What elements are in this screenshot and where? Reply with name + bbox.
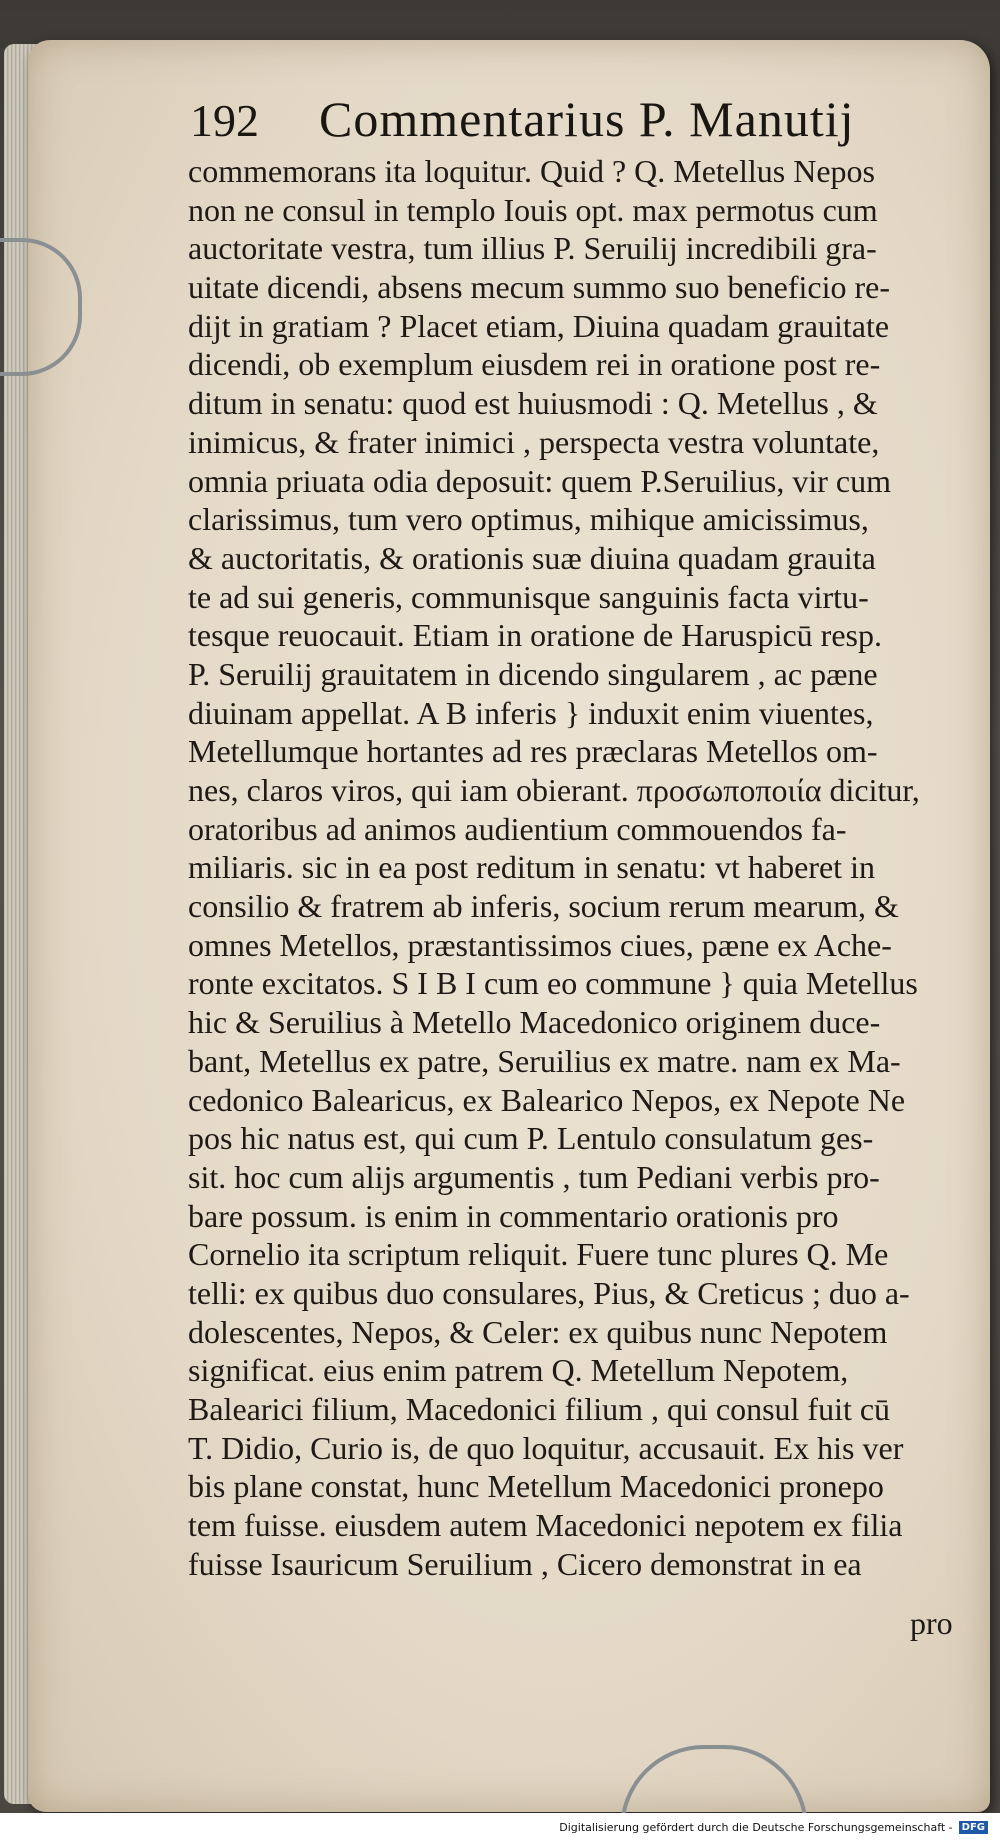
page-number: 192 [190,95,259,146]
text-line: cedonico Balearicus, ex Balearico Nepos, ex Nepote Ne [188,1081,906,1118]
text-line: auctoritate vestra, tum illius P. Seruilij incredibili gra- [188,230,877,267]
text-line: tem fuisse. eiusdem autem Macedonici nepotem ex filia [188,1507,903,1544]
text-line: T. Didio, Curio is, de quo loquitur, accusauit. Ex his ver [188,1429,904,1466]
catchword: pro [910,1605,953,1641]
text-line: dolescentes, Nepos, & Celer: ex quibus nunc Nepotem [188,1313,888,1350]
text-line: uitate dicendi, absens mecum summo suo beneficio re- [188,269,891,306]
text-line: bare possum. is enim in commentario orationis pro [188,1197,839,1234]
text-line: sit. hoc cum alijs argumentis , tum Pediani verbis pro- [188,1158,880,1195]
text-line: fuisse Isauricum Seruilium , Cicero demonstrat in ea [188,1545,862,1582]
text-line: omnes Metellos, præstantissimos ciues, pæne ex Ache- [188,926,892,963]
text-line: miliaris. sic in ea post reditum in senatu: vt haberet in [188,849,875,886]
text-line: consilio & fratrem ab inferis, socium rerum mearum, & [188,888,899,925]
text-line: ditum in senatu: quod est huiusmodi : Q. Metellus , & [188,385,878,422]
text-line: Balearici filium, Macedonici filium , qui consul fuit cū [188,1391,891,1427]
dfg-logo: DFG [959,1821,988,1834]
text-line: dijt in gratiam ? Placet etiam, Diuina quadam grauitate [188,307,890,344]
text-line: pos hic natus est, qui cum P. Lentulo consulatum ges- [188,1120,874,1157]
running-head [190,90,930,150]
text-line: hic & Seruilius à Metello Macedonico originem duce- [188,1004,881,1041]
text-line: bant, Metellus ex patre, Seruilius ex matre. nam ex Ma- [188,1042,901,1079]
text-line: & auctoritatis, & orationis suæ diuina quadam grauita [188,539,876,576]
text-line: P. Seruilij grauitatem in dicendo singularem , ac pæne [188,655,878,692]
text-line: telli: ex quibus duo consulares, Pius, & Creticus ; duo a- [188,1274,910,1311]
body-text [188,152,978,1583]
text-line: non ne consul in templo Iouis opt. max permotus cum [188,191,878,228]
digitization-footer [0,1813,1000,1841]
text-line: Cornelio ita scriptum reliquit. Fuere tunc plures Q. Me [188,1236,889,1273]
text-line: clarissimus, tum vero optimus, mihique amicissimus, [188,501,869,538]
text-line: omnia priuata odia deposuit: quem P.Seruilius, vir cum [188,462,892,499]
text-line: commemorans ita loquitur. Quid ? Q. Metellus Nepos [188,153,875,189]
text-line: te ad sui generis, communisque sanguinis facta virtu- [188,578,869,615]
text-line: Metellumque hortantes ad res præclaras Metellos om- [188,733,878,770]
text-line: nes, claros viros, qui iam obierant. προσωποποιία dicitur, [188,772,920,808]
running-title: Commentarius P. Manutij [319,91,855,147]
text-line: inimicus, & frater inimici , perspecta vestra voluntate, [188,423,880,460]
text-line: dicendi, ob exemplum eiusdem rei in oratione post re- [188,346,881,383]
text-line: bis plane constat, hunc Metellum Macedonici pronepo [188,1468,884,1505]
footer-credit: Digitalisierung gefördert durch die Deutsche Forschungsgemeinschaft - [559,1820,953,1834]
text-line: significat. eius enim patrem Q. Metellum Nepotem, [188,1352,849,1389]
text-line: oratoribus ad animos audientium commouendos fa- [188,810,847,847]
text-line: ronte excitatos. S I B I cum eo commune } quia Metellus [188,965,918,1002]
text-line: diuinam appellat. A B inferis } induxit enim viuentes, [188,694,874,731]
text-line: tesque reuocauit. Etiam in oratione de Haruspicū resp. [188,617,882,654]
